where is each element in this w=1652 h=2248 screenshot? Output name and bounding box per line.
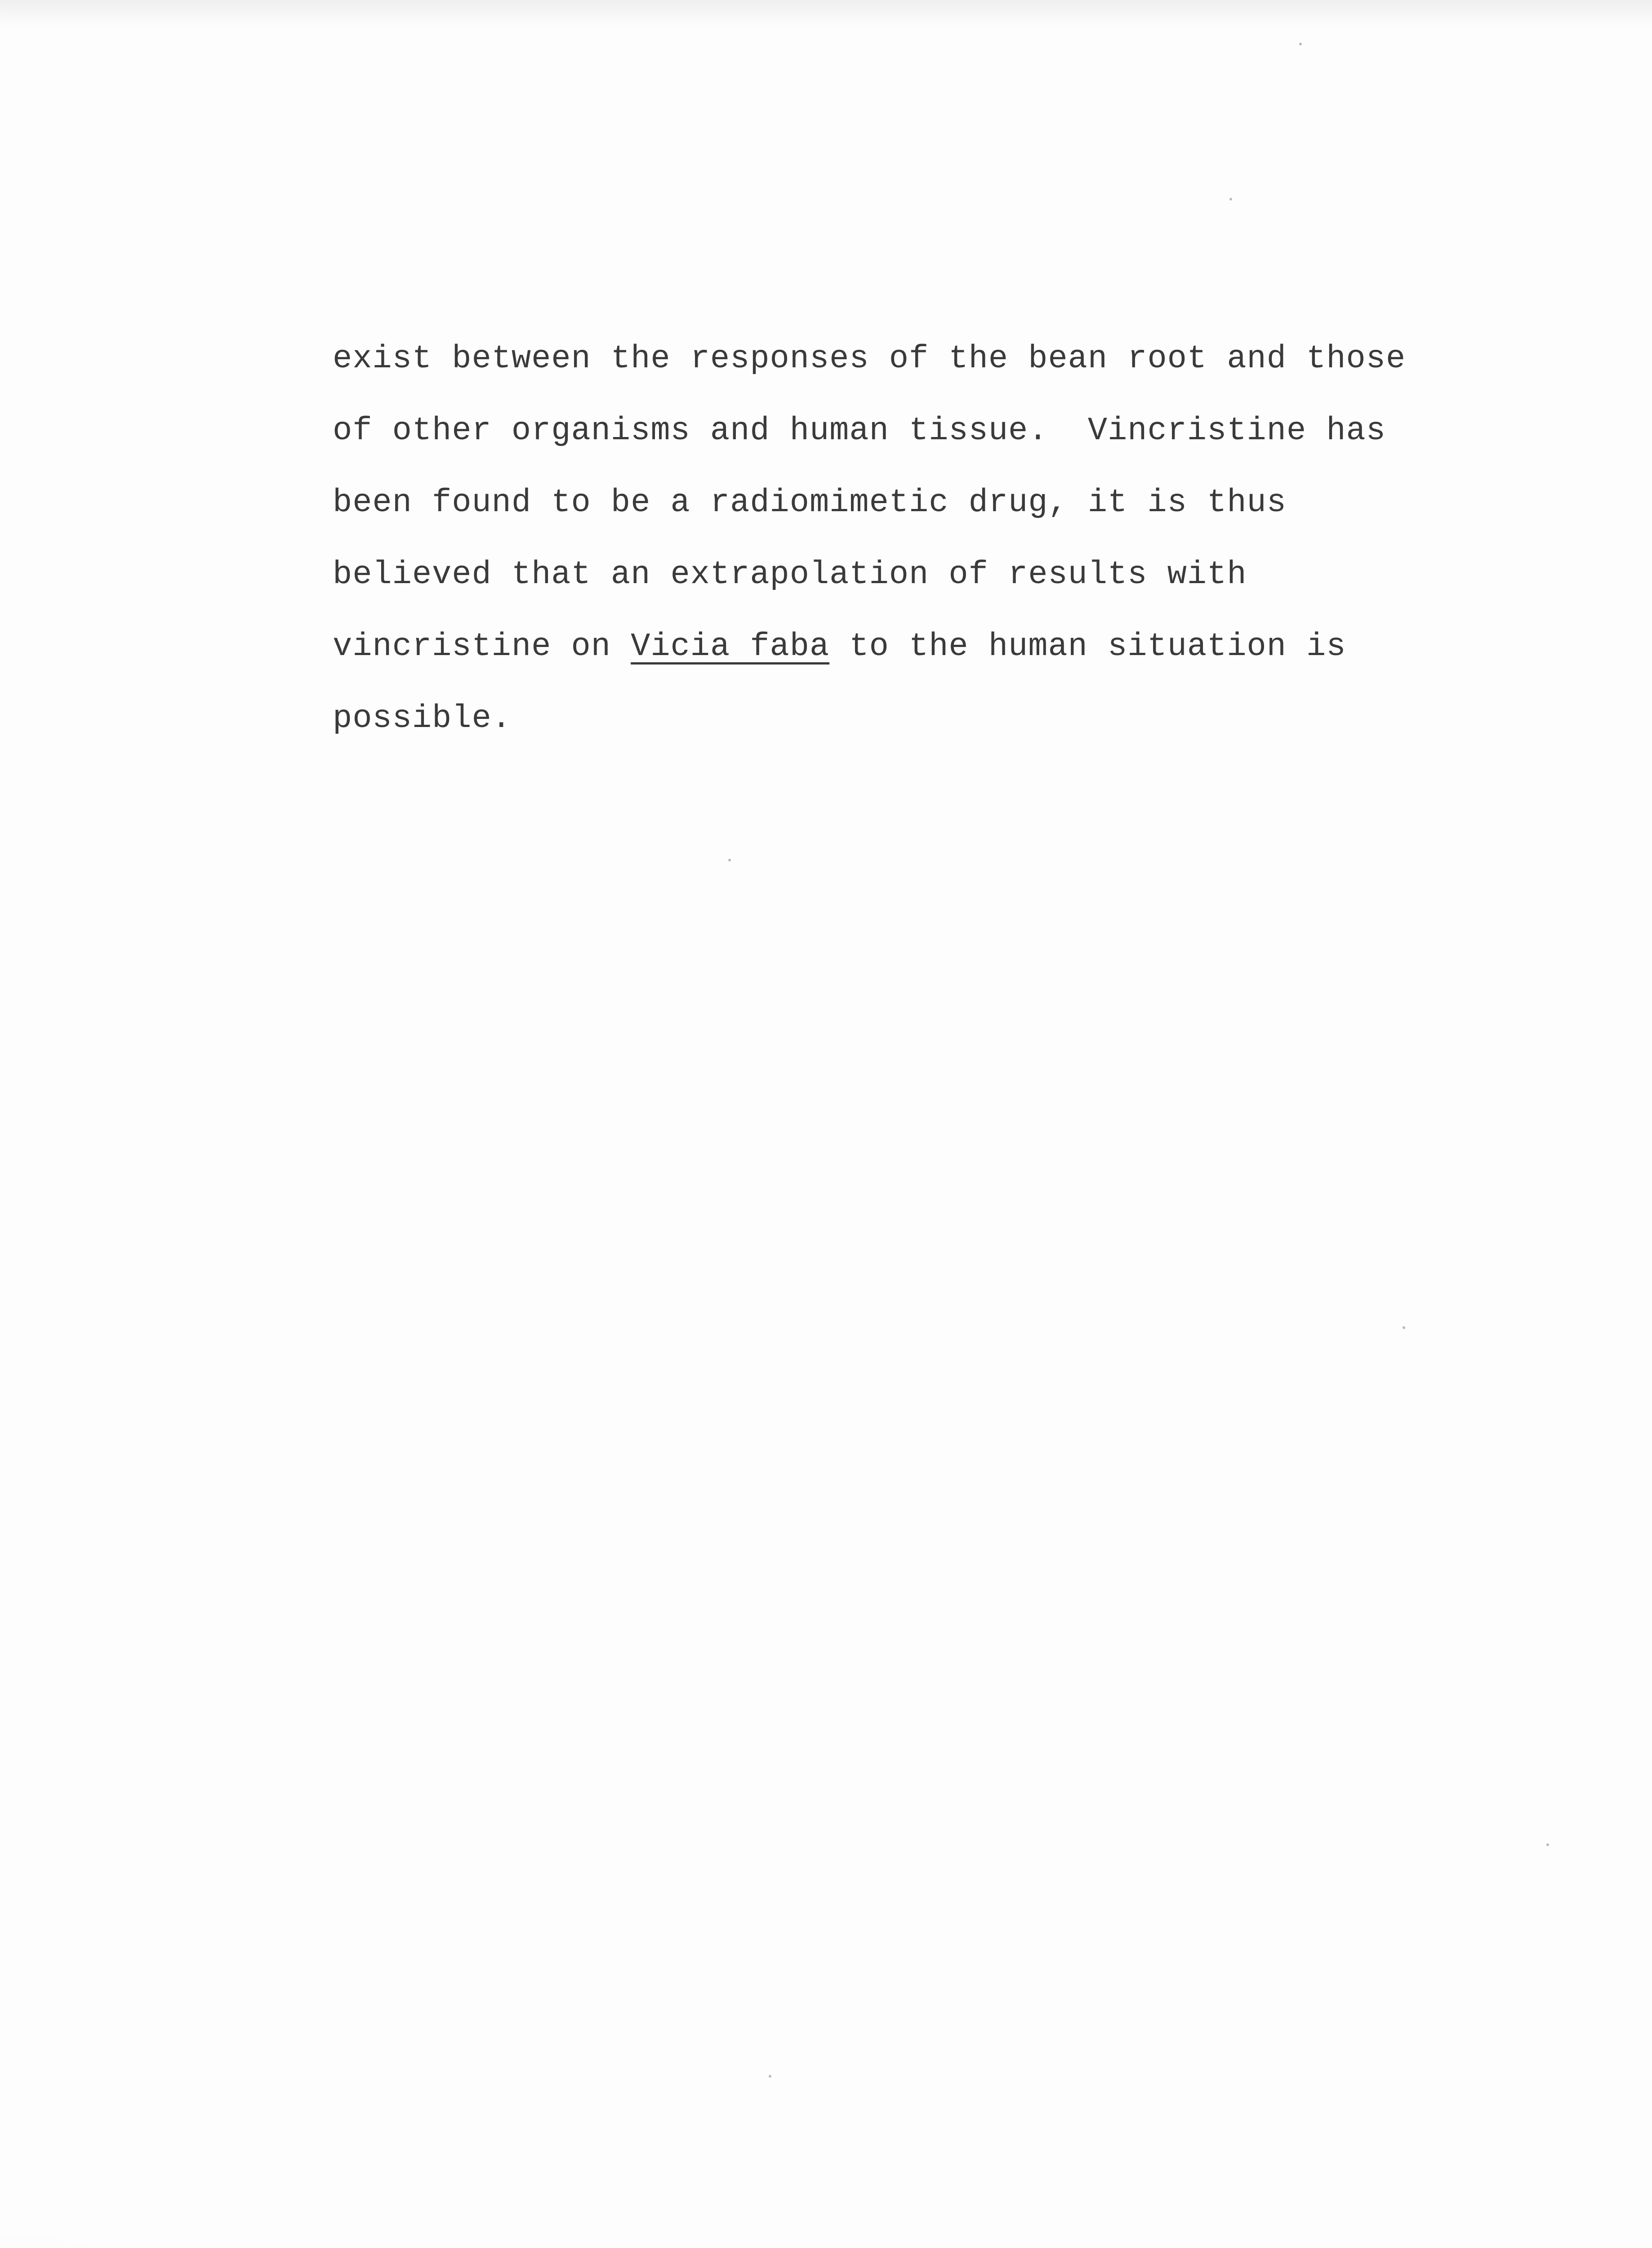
scan-speck [1546,1843,1549,1846]
text-line [333,611,1501,682]
text-line: of other organisms and human tissue. Vincristine has [333,412,1386,449]
body-paragraph [333,323,1501,754]
scan-speck [1229,198,1232,201]
scan-speck [1403,1326,1405,1329]
scan-shading-corner [0,2226,315,2248]
scan-speck [769,2075,771,2078]
text-line: possible. [333,700,512,737]
scan-speck [728,859,731,861]
text-segment: to the human situation is [829,628,1346,665]
scan-shading-top [0,0,1652,27]
text-line: been found to be a radiomimetic drug, it is thus [333,484,1287,521]
species-name-underlined: Vicia faba [631,628,830,665]
text-segment: vincristine on [333,628,631,665]
text-line: believed that an extrapolation of results with [333,556,1247,593]
text-line: exist between the responses of the bean root and those [333,340,1406,377]
scan-speck [1299,43,1302,45]
